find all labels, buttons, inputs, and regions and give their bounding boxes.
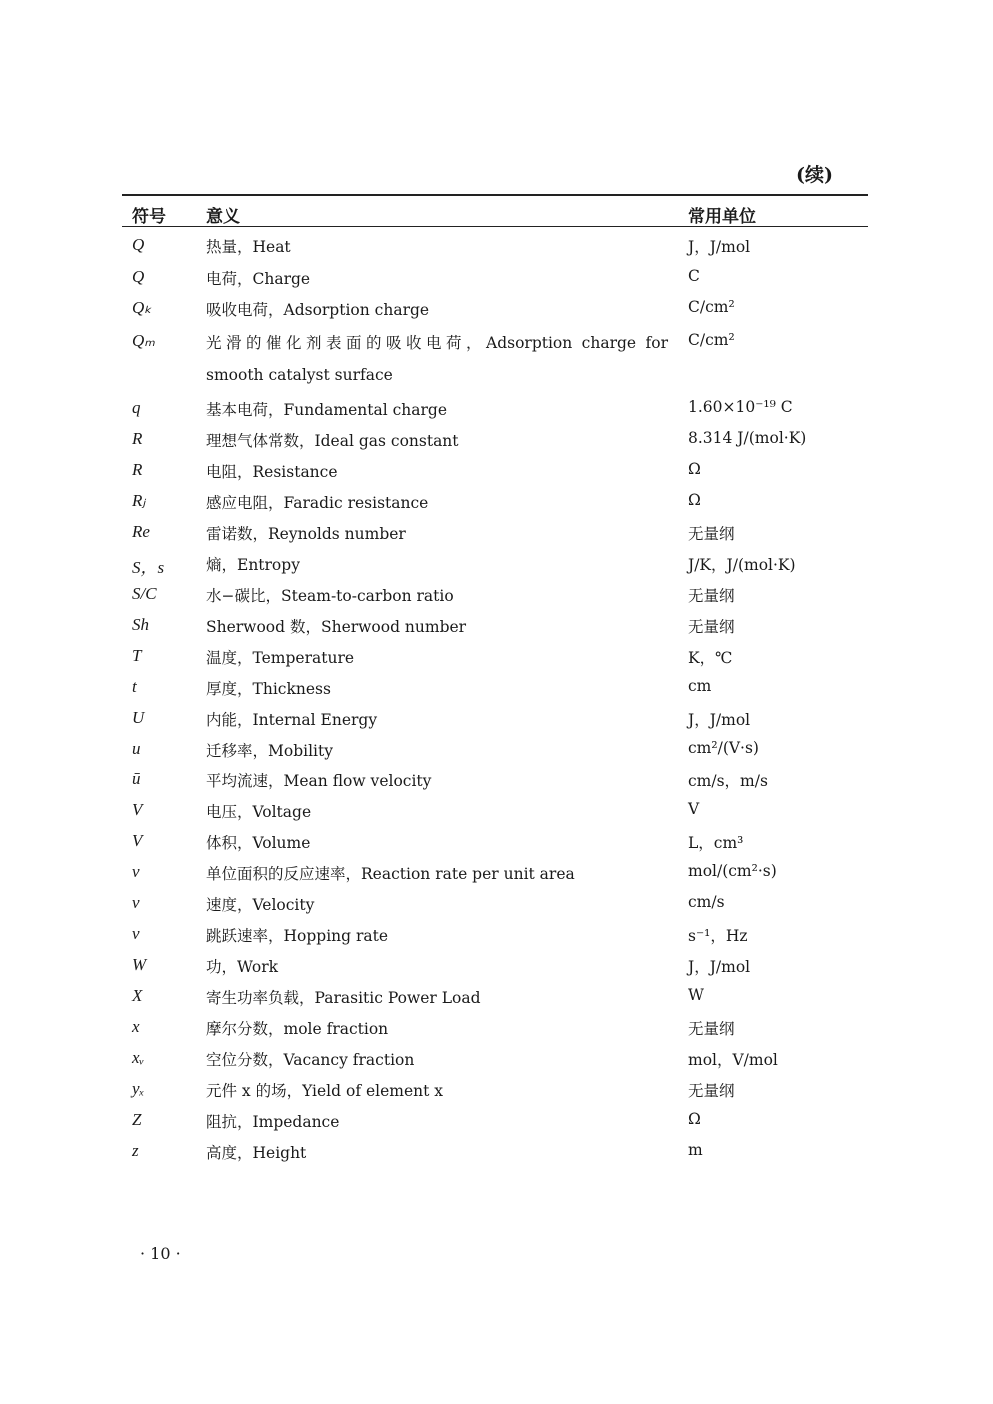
row-symbol: S，s	[132, 558, 165, 577]
row-symbol: Z	[132, 1110, 142, 1129]
row-meaning: 电阻，Resistance	[206, 463, 338, 481]
row-meaning: 体积，Volume	[206, 834, 311, 852]
row-unit: J，J/mol	[688, 711, 751, 729]
row-symbol: S/C	[132, 584, 157, 603]
row-symbol: T	[132, 646, 142, 665]
row-meaning: 厚度，Thickness	[206, 680, 331, 698]
row-meaning: 温度，Temperature	[206, 649, 355, 667]
row-symbol: Q	[132, 235, 145, 254]
row-unit: K，℃	[688, 649, 733, 667]
row-symbol: xᵥ	[132, 1048, 145, 1067]
row-meaning: 跳跃速率，Hopping rate	[206, 927, 389, 945]
row-unit: C/cm²	[688, 331, 735, 349]
row-unit: cm²/(V·s)	[688, 739, 759, 757]
row-meaning: 内能，Internal Energy	[206, 711, 378, 729]
row-meaning: 元件 x 的场，Yield of element x	[206, 1082, 444, 1100]
table-header	[0, 198, 993, 226]
row-meaning: 光滑的催化剂表面的吸收电荷，Adsorption charge for	[206, 334, 668, 352]
row-symbol: Re	[132, 522, 150, 541]
row-symbol: W	[132, 955, 147, 974]
row-symbol: u	[132, 739, 141, 758]
header-symbol: 符号	[132, 207, 166, 227]
continuation-line: smooth catalyst surface	[206, 366, 393, 384]
continued-label: (续)	[796, 164, 833, 186]
row-unit: cm	[688, 677, 712, 695]
row-symbol: U	[132, 708, 145, 727]
row-meaning: 电压，Voltage	[206, 803, 312, 821]
row-meaning: 理想气体常数，Ideal gas constant	[206, 432, 459, 450]
row-meaning: 功，Work	[206, 958, 279, 976]
row-symbol: t	[132, 677, 137, 696]
row-unit: 无量纲	[688, 587, 735, 605]
row-unit: L，cm³	[688, 834, 744, 852]
row-unit: cm/s	[688, 893, 725, 911]
row-unit: 无量纲	[688, 1082, 735, 1100]
table-top-rule	[122, 194, 868, 196]
row-symbol: V	[132, 831, 143, 850]
row-unit: cm/s，m/s	[688, 772, 768, 790]
row-meaning: Sherwood 数，Sherwood number	[206, 618, 467, 636]
row-meaning: 熵，Entropy	[206, 556, 300, 574]
row-unit: mol，V/mol	[688, 1051, 778, 1069]
row-meaning: 摩尔分数，mole fraction	[206, 1020, 389, 1038]
row-unit: 无量纲	[688, 525, 735, 543]
row-symbol: Q	[132, 267, 145, 286]
row-meaning: 基本电荷，Fundamental charge	[206, 401, 447, 419]
row-unit: 无量纲	[688, 618, 735, 636]
row-unit: C/cm²	[688, 298, 735, 316]
row-symbol: Rⱼ	[132, 491, 146, 510]
row-meaning: 空位分数，Vacancy fraction	[206, 1051, 415, 1069]
row-meaning: 平均流速，Mean flow velocity	[206, 772, 432, 790]
row-unit: Ω	[688, 1110, 701, 1128]
row-unit: 8.314 J/(mol·K)	[688, 429, 807, 447]
header-unit: 常用单位	[688, 207, 756, 227]
row-unit: Ω	[688, 491, 701, 509]
row-unit: V	[688, 800, 700, 818]
row-symbol: v	[132, 862, 140, 881]
row-symbol: ū	[132, 769, 141, 788]
row-meaning: 感应电阻，Faradic resistance	[206, 494, 429, 512]
row-meaning: 高度，Height	[206, 1144, 307, 1162]
row-meaning: 速度，Velocity	[206, 896, 315, 914]
row-unit: s⁻¹，Hz	[688, 927, 748, 945]
row-meaning: 雷诺数，Reynolds number	[206, 525, 406, 543]
header-meaning: 意义	[206, 207, 240, 227]
row-unit: 1.60×10⁻¹⁹ C	[688, 398, 793, 416]
row-symbol: V	[132, 800, 143, 819]
row-symbol: z	[132, 1141, 139, 1160]
row-unit: m	[688, 1141, 703, 1159]
row-unit: J，J/mol	[688, 958, 751, 976]
row-unit: W	[688, 986, 704, 1004]
page-number: · 10 ·	[140, 1244, 181, 1263]
row-symbol: Sh	[132, 615, 149, 634]
row-unit: mol/(cm²·s)	[688, 862, 777, 880]
row-meaning: 吸收电荷，Adsorption charge	[206, 301, 430, 319]
row-symbol: v	[132, 924, 140, 943]
row-meaning: 迁移率，Mobility	[206, 742, 333, 760]
row-symbol: Qₘ	[132, 331, 155, 350]
header-rule	[122, 226, 868, 227]
row-meaning: 水−碳比，Steam-to-carbon ratio	[206, 587, 454, 605]
row-meaning: 寄生功率负载，Parasitic Power Load	[206, 989, 481, 1007]
row-symbol: yₓ	[132, 1079, 145, 1098]
row-symbol: x	[132, 1017, 140, 1036]
row-meaning: 电荷，Charge	[206, 270, 311, 288]
row-symbol: v	[132, 893, 140, 912]
row-symbol: Qₖ	[132, 298, 152, 317]
row-symbol: q	[132, 398, 141, 417]
row-symbol: X	[132, 986, 143, 1005]
row-meaning: 单位面积的反应速率，Reaction rate per unit area	[206, 865, 575, 883]
row-unit: C	[688, 267, 700, 285]
row-unit: 无量纲	[688, 1020, 735, 1038]
row-meaning: 热量，Heat	[206, 238, 291, 256]
row-meaning: 阻抗，Impedance	[206, 1113, 340, 1131]
row-symbol: R	[132, 460, 143, 479]
row-unit: J/K，J/(mol·K)	[688, 556, 796, 574]
row-unit: Ω	[688, 460, 701, 478]
row-unit: J，J/mol	[688, 238, 751, 256]
row-symbol: R	[132, 429, 143, 448]
